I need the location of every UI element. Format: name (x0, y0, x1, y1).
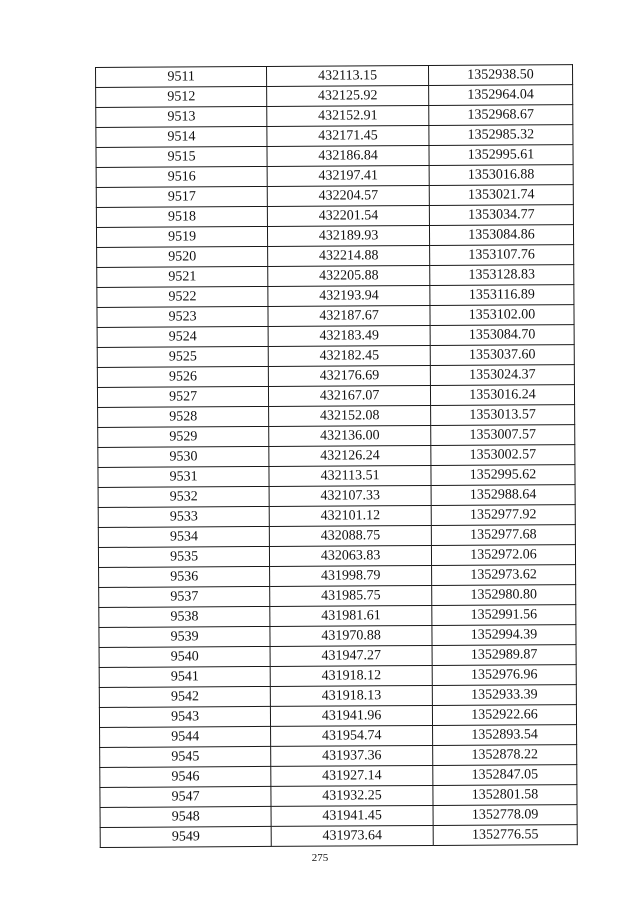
point-id-cell: 9522 (97, 286, 268, 307)
y-coordinate-cell: 1352985.32 (429, 125, 573, 146)
x-coordinate-cell: 432171.45 (267, 125, 429, 146)
x-coordinate-cell: 432136.00 (269, 425, 431, 446)
point-id-cell: 9549 (100, 826, 271, 847)
y-coordinate-cell: 1353007.57 (431, 425, 575, 446)
y-coordinate-cell: 1352801.58 (433, 785, 577, 806)
y-coordinate-cell: 1353016.24 (430, 385, 574, 406)
point-id-cell: 9547 (100, 786, 271, 807)
x-coordinate-cell: 431927.14 (271, 765, 433, 786)
table-row (98, 465, 575, 488)
point-id-cell: 9545 (100, 746, 271, 767)
y-coordinate-cell: 1352991.56 (432, 605, 576, 626)
x-coordinate-cell: 432204.57 (267, 185, 429, 206)
y-coordinate-cell: 1353084.70 (430, 325, 574, 346)
y-coordinate-cell: 1352973.62 (432, 565, 576, 586)
x-coordinate-cell: 432107.33 (269, 485, 431, 506)
y-coordinate-cell: 1353102.00 (430, 305, 574, 326)
y-coordinate-cell: 1353034.77 (429, 205, 573, 226)
table-row (100, 805, 577, 828)
point-id-cell: 9529 (98, 426, 269, 447)
point-id-cell: 9534 (98, 526, 269, 547)
coordinate-table (95, 64, 578, 848)
x-coordinate-cell: 432187.67 (268, 305, 430, 326)
point-id-cell: 9538 (99, 606, 270, 627)
table-row (100, 725, 577, 748)
point-id-cell: 9533 (98, 506, 269, 527)
x-coordinate-cell: 432063.83 (270, 545, 432, 566)
point-id-cell: 9539 (99, 626, 270, 647)
point-id-cell: 9515 (96, 146, 267, 167)
table-row (98, 525, 575, 548)
x-coordinate-cell: 431941.45 (271, 805, 433, 826)
table-row (99, 685, 576, 708)
y-coordinate-cell: 1352980.80 (432, 585, 576, 606)
table-row (97, 385, 574, 408)
y-coordinate-cell: 1353021.74 (429, 185, 573, 206)
table-row (99, 625, 576, 648)
x-coordinate-cell: 432101.12 (269, 505, 431, 526)
table-row (97, 285, 574, 308)
x-coordinate-cell: 432113.51 (269, 465, 431, 486)
table-row (100, 825, 577, 848)
x-coordinate-cell: 431998.79 (270, 565, 432, 586)
point-id-cell: 9511 (96, 66, 267, 87)
x-coordinate-cell: 432214.88 (268, 245, 430, 266)
coordinate-table-body (96, 65, 578, 848)
x-coordinate-cell: 432152.91 (267, 105, 429, 126)
x-coordinate-cell: 432205.88 (268, 265, 430, 286)
x-coordinate-cell: 431954.74 (271, 725, 433, 746)
y-coordinate-cell: 1353013.57 (431, 405, 575, 426)
y-coordinate-cell: 1352989.87 (432, 645, 576, 666)
point-id-cell: 9546 (100, 766, 271, 787)
table-row (99, 565, 576, 588)
y-coordinate-cell: 1352878.22 (433, 745, 577, 766)
x-coordinate-cell: 431973.64 (271, 825, 433, 846)
point-id-cell: 9526 (97, 366, 268, 387)
x-coordinate-cell: 432152.08 (269, 405, 431, 426)
x-coordinate-cell: 432113.15 (267, 65, 429, 86)
x-coordinate-cell: 431985.75 (270, 585, 432, 606)
y-coordinate-cell: 1352933.39 (432, 685, 576, 706)
table-row (99, 705, 576, 728)
table-row (99, 665, 576, 688)
y-coordinate-cell: 1352893.54 (432, 725, 576, 746)
point-id-cell: 9516 (96, 166, 267, 187)
y-coordinate-cell: 1353037.60 (430, 345, 574, 366)
point-id-cell: 9512 (96, 86, 267, 107)
y-coordinate-cell: 1352994.39 (432, 625, 576, 646)
table-row (96, 185, 573, 208)
table-row (98, 445, 575, 468)
table-row (99, 585, 576, 608)
table-row (96, 65, 573, 88)
y-coordinate-cell: 1352976.96 (432, 665, 576, 686)
y-coordinate-cell: 1353016.88 (429, 165, 573, 186)
y-coordinate-cell: 1352995.62 (431, 465, 575, 486)
y-coordinate-cell: 1353116.89 (430, 285, 574, 306)
point-id-cell: 9542 (99, 686, 270, 707)
table-row (96, 85, 573, 108)
point-id-cell: 9531 (98, 466, 269, 487)
point-id-cell: 9519 (96, 226, 267, 247)
point-id-cell: 9514 (96, 126, 267, 147)
table-row (99, 605, 576, 628)
table-row (96, 145, 573, 168)
y-coordinate-cell: 1352778.09 (433, 805, 577, 826)
table-row (97, 365, 574, 388)
table-row (98, 425, 575, 448)
point-id-cell: 9536 (99, 566, 270, 587)
x-coordinate-cell: 431981.61 (270, 605, 432, 626)
y-coordinate-cell: 1352988.64 (431, 485, 575, 506)
table-row (100, 785, 577, 808)
point-id-cell: 9530 (98, 446, 269, 467)
table-row (96, 165, 573, 188)
point-id-cell: 9540 (99, 646, 270, 667)
table-row (99, 645, 576, 668)
x-coordinate-cell: 432182.45 (268, 345, 430, 366)
table-row (97, 345, 574, 368)
point-id-cell: 9513 (96, 106, 267, 127)
x-coordinate-cell: 431918.12 (270, 665, 432, 686)
table-row (100, 765, 577, 788)
x-coordinate-cell: 432167.07 (269, 385, 431, 406)
x-coordinate-cell: 432088.75 (270, 525, 432, 546)
x-coordinate-cell: 432186.84 (267, 145, 429, 166)
x-coordinate-cell: 431947.27 (270, 645, 432, 666)
y-coordinate-cell: 1353107.76 (430, 245, 574, 266)
y-coordinate-cell: 1353002.57 (431, 445, 575, 466)
y-coordinate-cell: 1352776.55 (433, 825, 577, 846)
table-row (97, 305, 574, 328)
x-coordinate-cell: 432197.41 (267, 165, 429, 186)
point-id-cell: 9525 (97, 346, 268, 367)
point-id-cell: 9527 (97, 386, 268, 407)
y-coordinate-cell: 1352847.05 (433, 765, 577, 786)
y-coordinate-cell: 1353084.86 (429, 225, 573, 246)
x-coordinate-cell: 431937.36 (271, 745, 433, 766)
point-id-cell: 9524 (97, 326, 268, 347)
point-id-cell: 9523 (97, 306, 268, 327)
point-id-cell: 9521 (97, 266, 268, 287)
y-coordinate-cell: 1352968.67 (429, 105, 573, 126)
x-coordinate-cell: 432201.54 (268, 205, 430, 226)
table-row (96, 225, 573, 248)
point-id-cell: 9541 (99, 666, 270, 687)
point-id-cell: 9535 (98, 546, 269, 567)
table-row (98, 505, 575, 528)
y-coordinate-cell: 1352922.66 (432, 705, 576, 726)
y-coordinate-cell: 1352977.92 (431, 505, 575, 526)
y-coordinate-cell: 1353128.83 (430, 265, 574, 286)
x-coordinate-cell: 431941.96 (271, 705, 433, 726)
table-row (97, 325, 574, 348)
point-id-cell: 9537 (99, 586, 270, 607)
point-id-cell: 9543 (99, 706, 270, 727)
point-id-cell: 9532 (98, 486, 269, 507)
point-id-cell: 9544 (100, 726, 271, 747)
point-id-cell: 9520 (97, 246, 268, 267)
y-coordinate-cell: 1352964.04 (429, 85, 573, 106)
x-coordinate-cell: 431932.25 (271, 785, 433, 806)
x-coordinate-cell: 432189.93 (268, 225, 430, 246)
page-number: 275 (311, 852, 329, 864)
x-coordinate-cell: 431918.13 (271, 685, 433, 706)
x-coordinate-cell: 432193.94 (268, 285, 430, 306)
table-row (98, 405, 575, 428)
table-row (96, 105, 573, 128)
y-coordinate-cell: 1352938.50 (428, 65, 572, 86)
table-row (100, 745, 577, 768)
table-row (97, 245, 574, 268)
table-row (98, 545, 575, 568)
x-coordinate-cell: 432125.92 (267, 85, 429, 106)
point-id-cell: 9548 (100, 806, 271, 827)
point-id-cell: 9517 (96, 186, 267, 207)
point-id-cell: 9518 (96, 206, 267, 227)
x-coordinate-cell: 432176.69 (269, 365, 431, 386)
y-coordinate-cell: 1352972.06 (431, 545, 575, 566)
y-coordinate-cell: 1352995.61 (429, 145, 573, 166)
x-coordinate-cell: 431970.88 (270, 625, 432, 646)
x-coordinate-cell: 432183.49 (268, 325, 430, 346)
table-row (98, 485, 575, 508)
table-row (96, 125, 573, 148)
x-coordinate-cell: 432126.24 (269, 445, 431, 466)
table-row (96, 205, 573, 228)
table-row (97, 265, 574, 288)
y-coordinate-cell: 1352977.68 (431, 525, 575, 546)
y-coordinate-cell: 1353024.37 (430, 365, 574, 386)
point-id-cell: 9528 (98, 406, 269, 427)
